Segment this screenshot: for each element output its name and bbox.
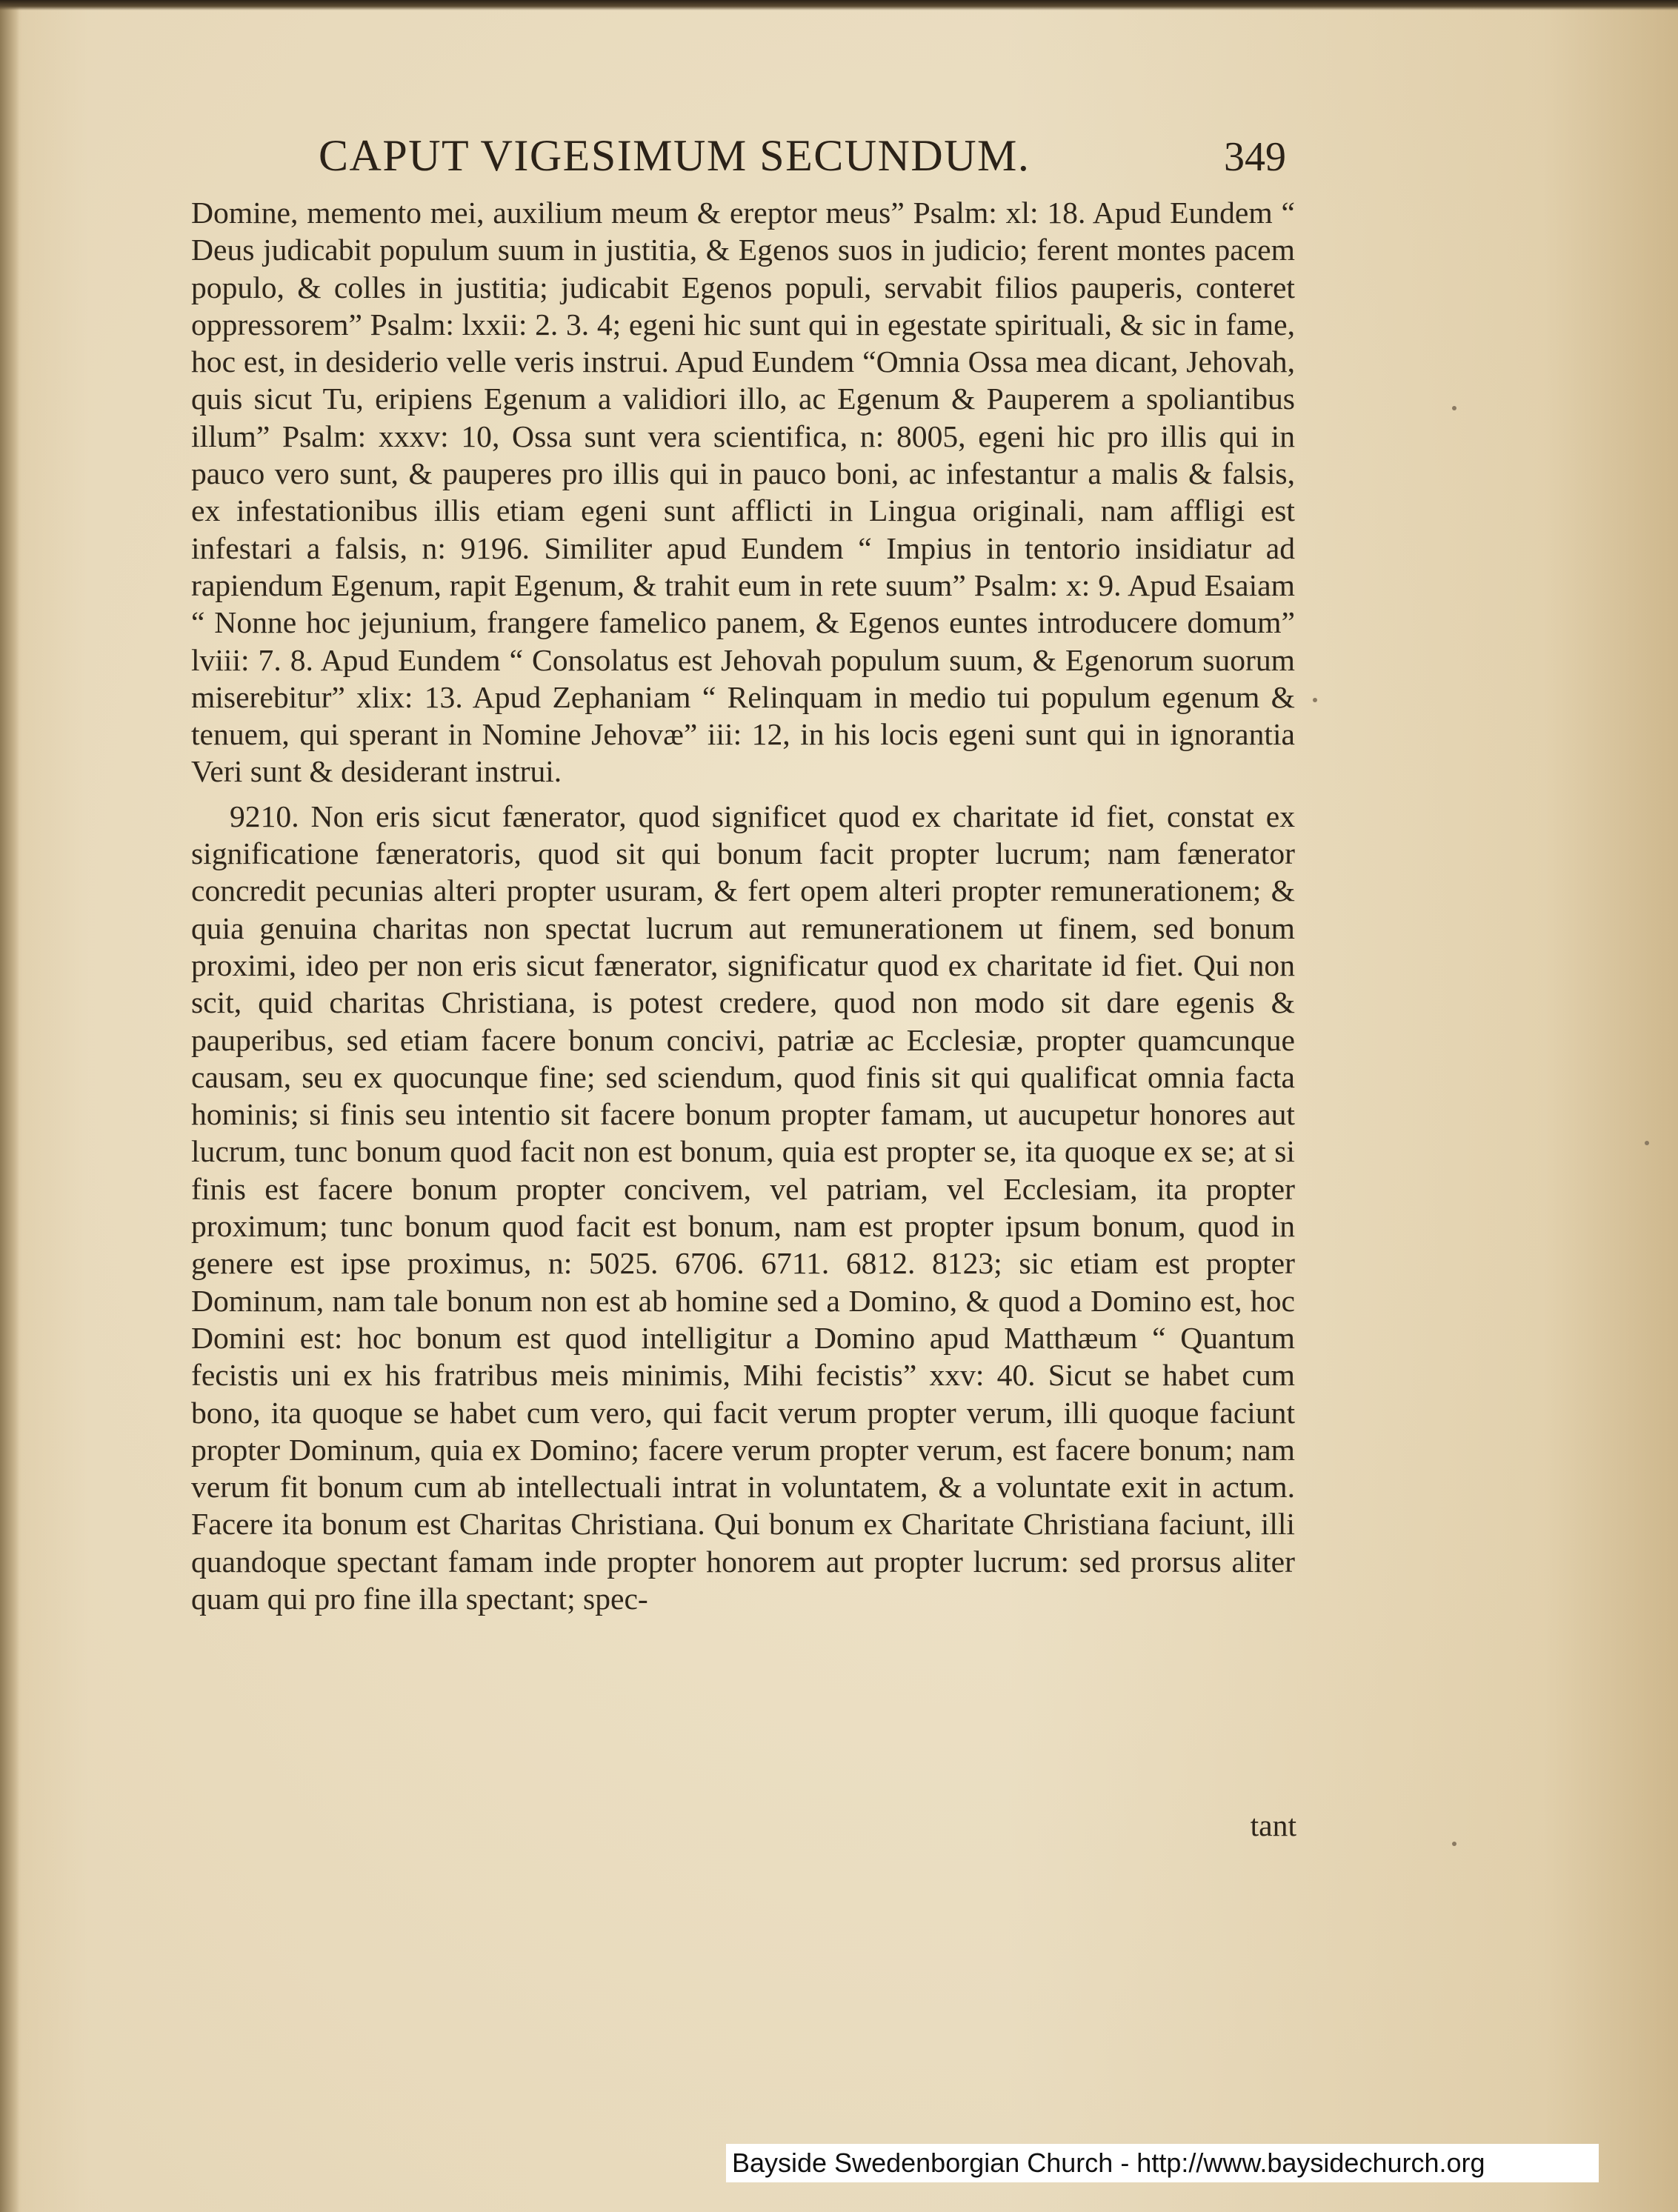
- page-header: [200, 126, 1296, 193]
- footer-credit: Bayside Swedenborgian Church - http://www.baysidechurch.org: [726, 2144, 1599, 2182]
- paragraph-continuation: Domine, memento mei, auxilium meum & ereptor meus” Psalm: xl: 18. Apud Eundem “ Deus judicabit populum suum in justitia, & Egenos suos in judicio; ferent montes pacem populo, & colles in justitia; judicabit Egenos populi, servabit filios pauperis, conteret oppressorem” Psalm: lxxii: 2. 3. 4; egeni hic sunt qui in egestate spirituali, & sic in fame, hoc est, in desiderio velle veris instrui. Apud Eundem “Omnia Ossa mea dicant, Jehovah, quis sicut Tu, eripiens Egenum a validiori illo, ac Egenum & Pauperem a spoliantibus illum” Psalm: xxxv: 10, Ossa sunt vera scientifica, n: 8005, egeni hic pro illis qui in pauco vero sunt, & pauperes pro illis qui in pauco boni, ac infestantur a malis & falsis, ex infestationibus illis etiam egeni sunt afflicti in Lingua originali, nam affligi est infestari a falsis, n: 9196. Similiter apud Eundem “ Impius in tentorio insidiatur ad rapiendum Egenum, rapit Egenum, & trahit eum in rete suum” Psalm: x: 9. Apud Esaiam “ Nonne hoc jejunium, frangere famelico panem, & Egenos euntes introducere domum” lviii: 7. 8. Apud Eundem “ Consolatus est Jehovah populum suum, & Egenorum suorum miserebitur” xlix: 13. Apud Zephaniam “ Relinquam in medio tui populum egenum & tenuem, qui sperant in Nomine Jehovæ” iii: 12, in his locis egeni sunt qui in ignorantia Veri sunt & desiderant instrui.: [191, 196, 1295, 789]
- paper-fleck: [1645, 1141, 1649, 1145]
- body-text: [191, 194, 1295, 1617]
- paper-fleck: [1452, 1842, 1456, 1846]
- page-number: 349: [1224, 134, 1286, 180]
- page-binding-shadow: [0, 0, 19, 2212]
- paper-fleck: [1452, 406, 1456, 410]
- page-top-edge: [0, 0, 1678, 10]
- catchword: tant: [1250, 1808, 1296, 1842]
- paper-fleck: [1313, 698, 1317, 702]
- running-title: CAPUT VIGESIMUM SECUNDUM.: [319, 131, 1031, 180]
- paragraph-9210: 9210. Non eris sicut fænerator, quod significet quod ex charitate id fiet, constat ex significatione fæneratoris, quod sit qui bonum facit propter lucrum; nam fænerator concredit pecunias alteri propter usuram, & fert opem alteri propter remunerationem; & quia genuina charitas non spectat lucrum aut remunerationem ut finem, sed bonum proximi, ideo per non eris sicut fænerator, significatur quod ex charitate id fiet. Qui non scit, quid charitas Christiana, is potest credere, quod non modo sit dare egenis & pauperibus, sed etiam facere bonum concivi, patriæ ac Ecclesiæ, propter quamcunque causam, seu ex quocunque fine; sed sciendum, quod finis sit qui qualificat omnia facta hominis; si finis seu intentio sit facere bonum propter famam, ut aucupetur honores aut lucrum, tunc bonum quod facit non est bonum, quia est propter se, ita quoque ex se; at si finis est facere bonum propter concivem, vel patriam, vel Ecclesiam, ita propter proximum; tunc bonum quod facit est bonum, nam est propter ipsum bonum, quod in genere est ipse proximus, n: 5025. 6706. 6711. 6812. 8123; sic etiam est propter Dominum, nam tale bonum non est ab homine sed a Domino, & quod a Domino est, hoc Domini est: hoc bonum est quod intelligitur a Domino apud Matthæum “ Quantum fecistis uni ex his fratribus meis minimis, Mihi fecistis” xxv: 40. Sicut se habet cum bono, ita quoque se habet cum vero, qui facit verum propter verum, illi quoque faciunt propter Dominum, quia ex Domino; facere verum propter verum, est facere bonum; nam verum fit bonum cum ab intellectuali intrat in voluntatem, & a voluntate exit in actum. Facere ita bonum est Charitas Christiana. Qui bonum ex Charitate Christiana faciunt, illi quandoque spectant famam inde propter honorem aut propter lucrum: sed prorsus aliter quam qui pro fine illa spectant; spec-: [191, 799, 1295, 1616]
